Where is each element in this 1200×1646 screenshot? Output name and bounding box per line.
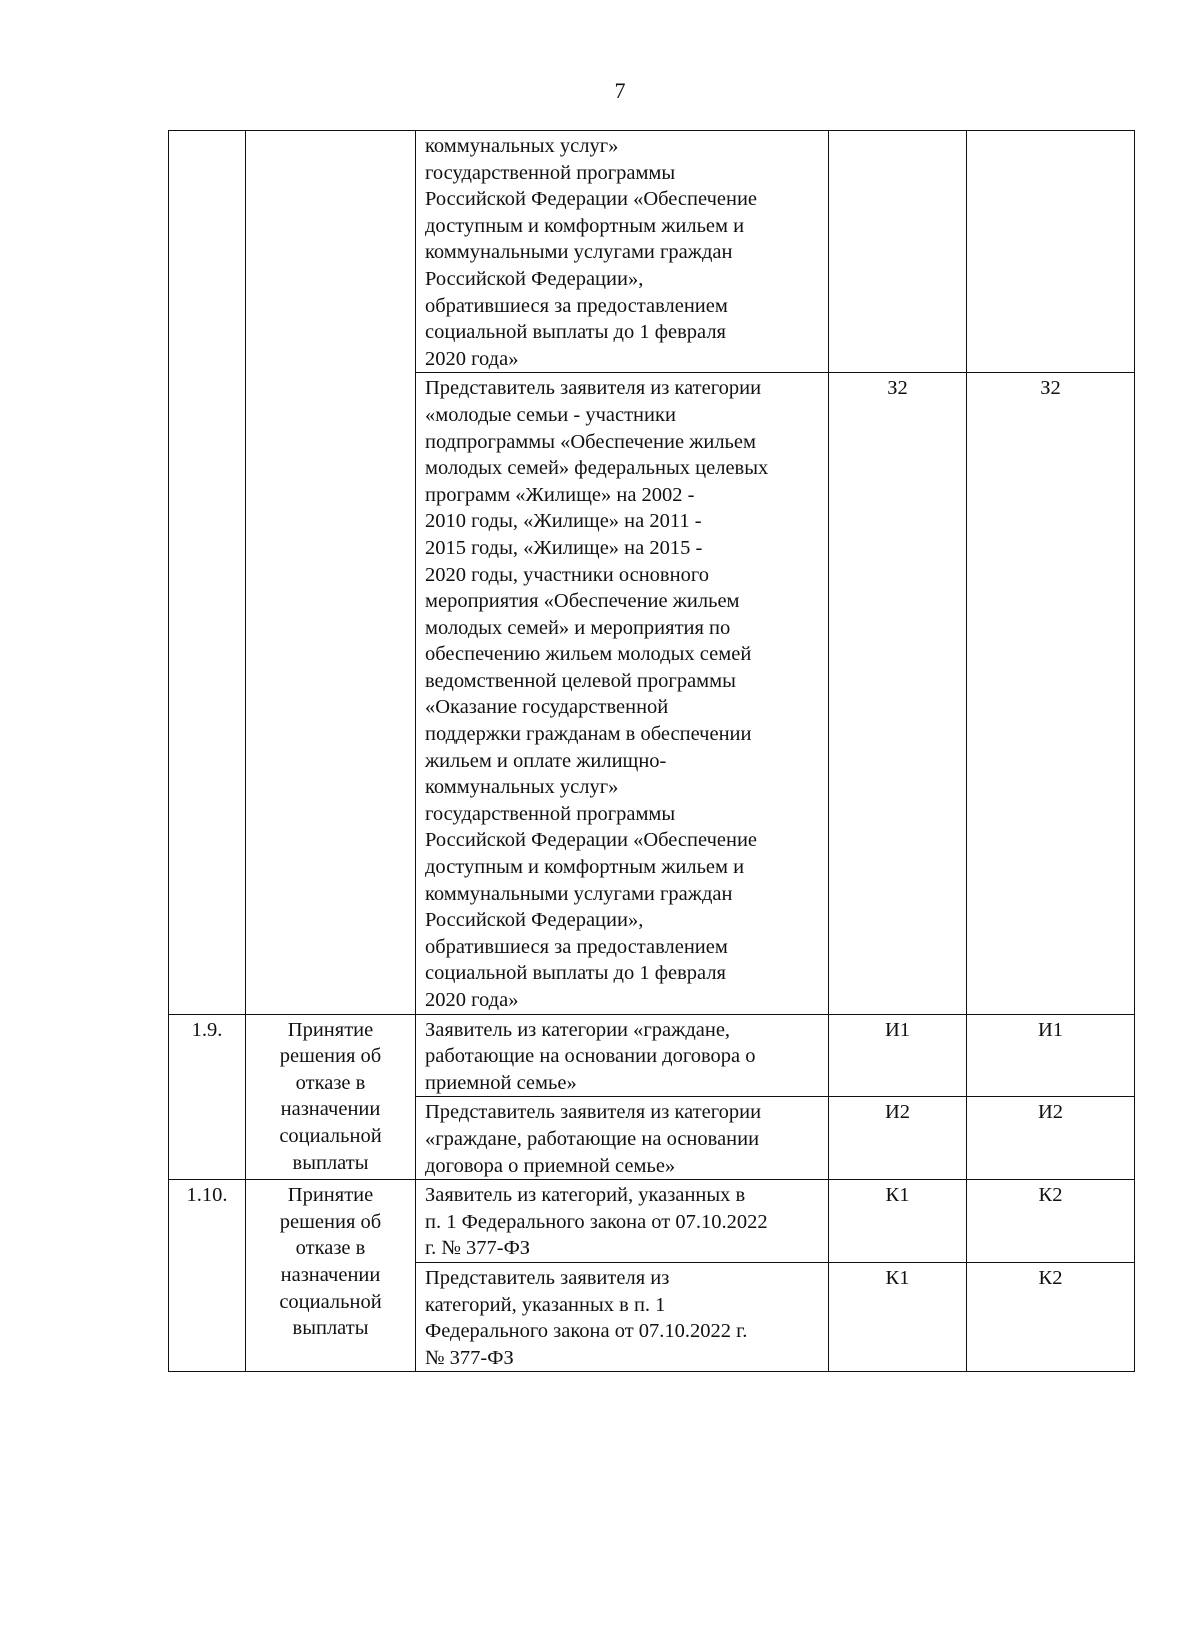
table-row — [169, 1014, 1135, 1097]
row-number: 1.9. — [169, 1014, 246, 1180]
action-label: Принятие решения об отказе в назначении социальной выплаты — [279, 1184, 382, 1340]
applicant-description: коммунальных услуг» государственной программы Российской Федерации «Обеспечение доступным и комфортным жильем и коммунальными услугами граждан Российской Федерации», обратившиеся за предоставлением социальной выплаты до 1 февраля 2020 года» — [416, 131, 829, 373]
code-cell: И1 — [967, 1014, 1135, 1097]
code-cell: И2 — [829, 1097, 967, 1180]
applicant-description: Заявитель из категорий, указанных в п. 1 Федерального закона от 07.10.2022 г. № 377-ФЗ — [416, 1180, 829, 1263]
action-cell — [246, 1014, 416, 1180]
code-cell: З2 — [967, 373, 1135, 1014]
applicant-description: Представитель заявителя из категорий, указанных в п. 1 Федерального закона от 07.10.2022 г. № 377-ФЗ — [416, 1262, 829, 1371]
applicant-description: Представитель заявителя из категории «молодые семьи - участники подпрограммы «Обеспечение жильем молодых семей» федеральных целевых программ «Жилище» на 2002 - 2010 годы, «Жилище» на 2011 - 2015 годы, «Жилище» на 2015 - 2020 годы, участники основного мероприятия «Обеспечение жильем молодых семей» и мероприятия по обеспечению жильем молодых семей ведомственной целевой программы «Оказание государственной поддержки гражданам в обеспечении жильем и оплате жилищно- коммунальных услуг» государственной программы Российской Федерации «Обеспечение доступным и комфортным жильем и коммунальными услугами граждан Российской Федерации», обратившиеся за предоставлением социальной выплаты до 1 февраля 2020 года» — [416, 373, 829, 1014]
code-cell: К2 — [967, 1262, 1135, 1371]
applicant-description: Представитель заявителя из категории «граждане, работающие на основании договора о приемной семье» — [416, 1097, 829, 1180]
page-number: 7 — [614, 78, 626, 103]
code-cell: К2 — [967, 1180, 1135, 1263]
row-number-cell — [169, 131, 246, 1015]
applicant-description: Заявитель из категории «граждане, работающие на основании договора о приемной семье» — [416, 1014, 829, 1097]
code-cell: И2 — [967, 1097, 1135, 1180]
row-number: 1.10. — [169, 1180, 246, 1372]
services-table — [168, 130, 1135, 1372]
code-cell — [967, 131, 1135, 373]
action-cell — [246, 1180, 416, 1372]
code-cell: З2 — [829, 373, 967, 1014]
action-cell — [246, 131, 416, 1015]
code-cell — [829, 131, 967, 373]
table-row — [169, 131, 1135, 373]
code-cell: И1 — [829, 1014, 967, 1097]
code-cell: К1 — [829, 1180, 967, 1263]
table-row — [169, 1180, 1135, 1263]
code-cell: К1 — [829, 1262, 967, 1371]
action-label: Принятие решения об отказе в назначении социальной выплаты — [279, 1018, 382, 1174]
